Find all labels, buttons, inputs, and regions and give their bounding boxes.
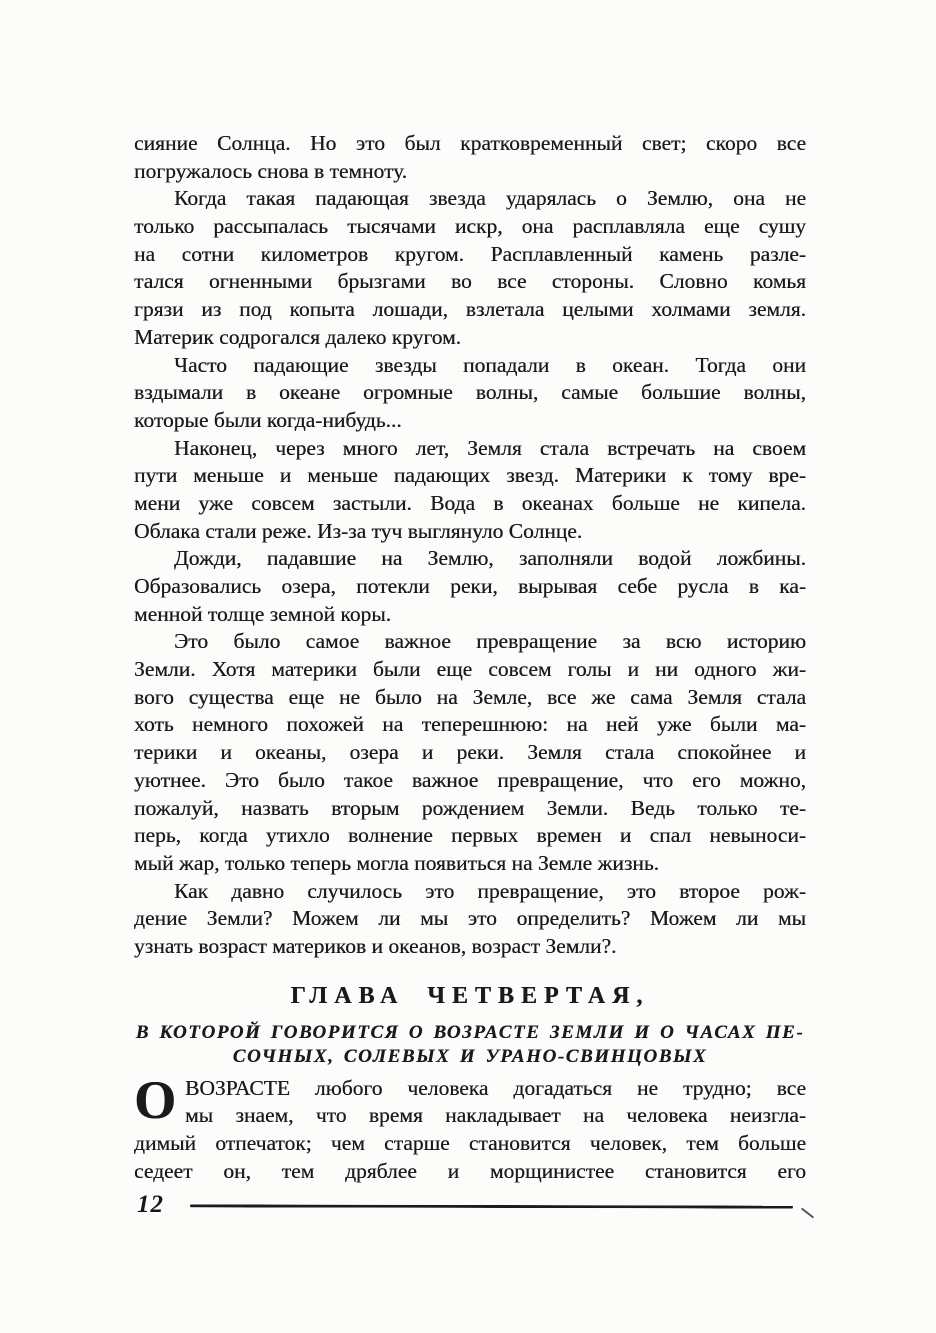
text-line: тался огненными брызгами во все стороны. Словно комья xyxy=(134,269,806,294)
text-line: грязи из под копыта лошади, взлетала целыми холмами земля. xyxy=(134,297,806,322)
text-line: Дожди, падавшие на Землю, заполняли водой ложбины. xyxy=(174,546,806,571)
text-line: Наконец, через много лет, Земля стала встречать на своем xyxy=(174,435,806,460)
text-line: Как давно случилось это превращение, это второе рож- xyxy=(174,878,806,903)
text-line: мы знаем, что время накладывает на человека неизгла- xyxy=(185,1103,806,1128)
text-line: ВОЗРАСТЕ любого человека догадаться не трудно; все xyxy=(185,1075,806,1100)
text-line: пути меньше и меньше падающих звезд. Материки к тому вре- xyxy=(134,463,806,488)
text-line: только рассыпалась тысячами искр, она расплавляла еще сушу xyxy=(134,214,806,239)
text-block xyxy=(134,130,806,1185)
text-line: Материк содрогался далеко кругом. xyxy=(134,324,462,349)
text-line: ГЛАВА ЧЕТВЕРТАЯ, xyxy=(290,982,650,1009)
text-line: которые были когда-нибудь... xyxy=(134,407,402,432)
chapter-title xyxy=(134,981,806,1011)
page-number: 12 xyxy=(137,1191,164,1218)
text-line: узнать возраст материков и океанов, возраст Земли?. xyxy=(134,933,617,958)
text-line: Земли. Хотя материки были еще совсем голы и ни одного жи- xyxy=(134,657,806,682)
text-line: хоть немного похожей на теперешнюю: на ней уже были ма- xyxy=(134,712,806,737)
text-line: Это было самое важное превращение за всю историю xyxy=(174,629,806,654)
text-line: на сотни километров кругом. Расплавленный камень разле- xyxy=(134,241,806,266)
text-line: перь, когда утихло волнение первых времен и спал невыноси- xyxy=(134,823,806,848)
drop-cap: О xyxy=(134,1069,177,1130)
paragraph xyxy=(134,545,806,628)
text-line: уютнее. Это было такое важное превращение, что его можно, xyxy=(134,767,806,792)
ink-mark xyxy=(801,1208,814,1219)
text-line: Образовались озера, потекли реки, вырывая себе русла в ка- xyxy=(134,574,806,598)
chapter-subtitle xyxy=(134,1021,806,1069)
text-line: погружалось снова в темноту. xyxy=(134,158,408,183)
paragraph xyxy=(134,185,806,351)
text-line: мени уже совсем застыли. Вода в океанах больше не кипела. xyxy=(134,490,806,515)
text-line: пожалуй, назвать вторым рождением Земли. Ведь только те- xyxy=(134,795,806,820)
text-line: седеет он, тем дряблее и морщинистее становится его xyxy=(134,1158,806,1183)
paragraph xyxy=(134,435,806,546)
text-line: Облака стали реже. Из-за туч выглянуло Солнце. xyxy=(134,518,583,543)
paragraph xyxy=(134,628,806,877)
text-line: димый отпечаток; чем старше становится человек, тем больше xyxy=(134,1131,806,1155)
text-line: менной толще земной коры. xyxy=(134,601,392,626)
text-line: сияние Солнца. Но это был кратковременный свет; скоро все xyxy=(134,131,806,155)
text-line: вздымали в океане огромные волны, самые большие волны, xyxy=(134,380,806,405)
text-line: СОЧНЫХ, СОЛЕВЫХ И УРАНО-СВИНЦОВЫХ xyxy=(232,1045,708,1067)
paragraph xyxy=(134,1069,806,1186)
paragraph xyxy=(134,130,806,185)
footer-rule xyxy=(190,1204,793,1208)
text-line: Часто падающие звезды попадали в океан. Тогда они xyxy=(174,352,806,377)
paragraph xyxy=(134,878,806,961)
text-line: Когда такая падающая звезда ударялась о Землю, она не xyxy=(174,186,806,211)
text-line: В КОТОРОЙ ГОВОРИТСЯ О ВОЗРАСТЕ ЗЕМЛИ И О ЧАСАХ ПЕ- xyxy=(135,1021,805,1043)
text-line: мый жар, только теперь могла появиться на Земле жизнь. xyxy=(134,850,659,875)
text-line: терики и океаны, озера и реки. Земля стала спокойнее и xyxy=(134,740,806,765)
text-line: дение Земли? Можем ли мы это определить? Можем ли мы xyxy=(134,906,806,931)
text-line: вого существа еще не было на Земле, все же сама Земля стала xyxy=(134,684,806,709)
paragraph xyxy=(134,352,806,435)
